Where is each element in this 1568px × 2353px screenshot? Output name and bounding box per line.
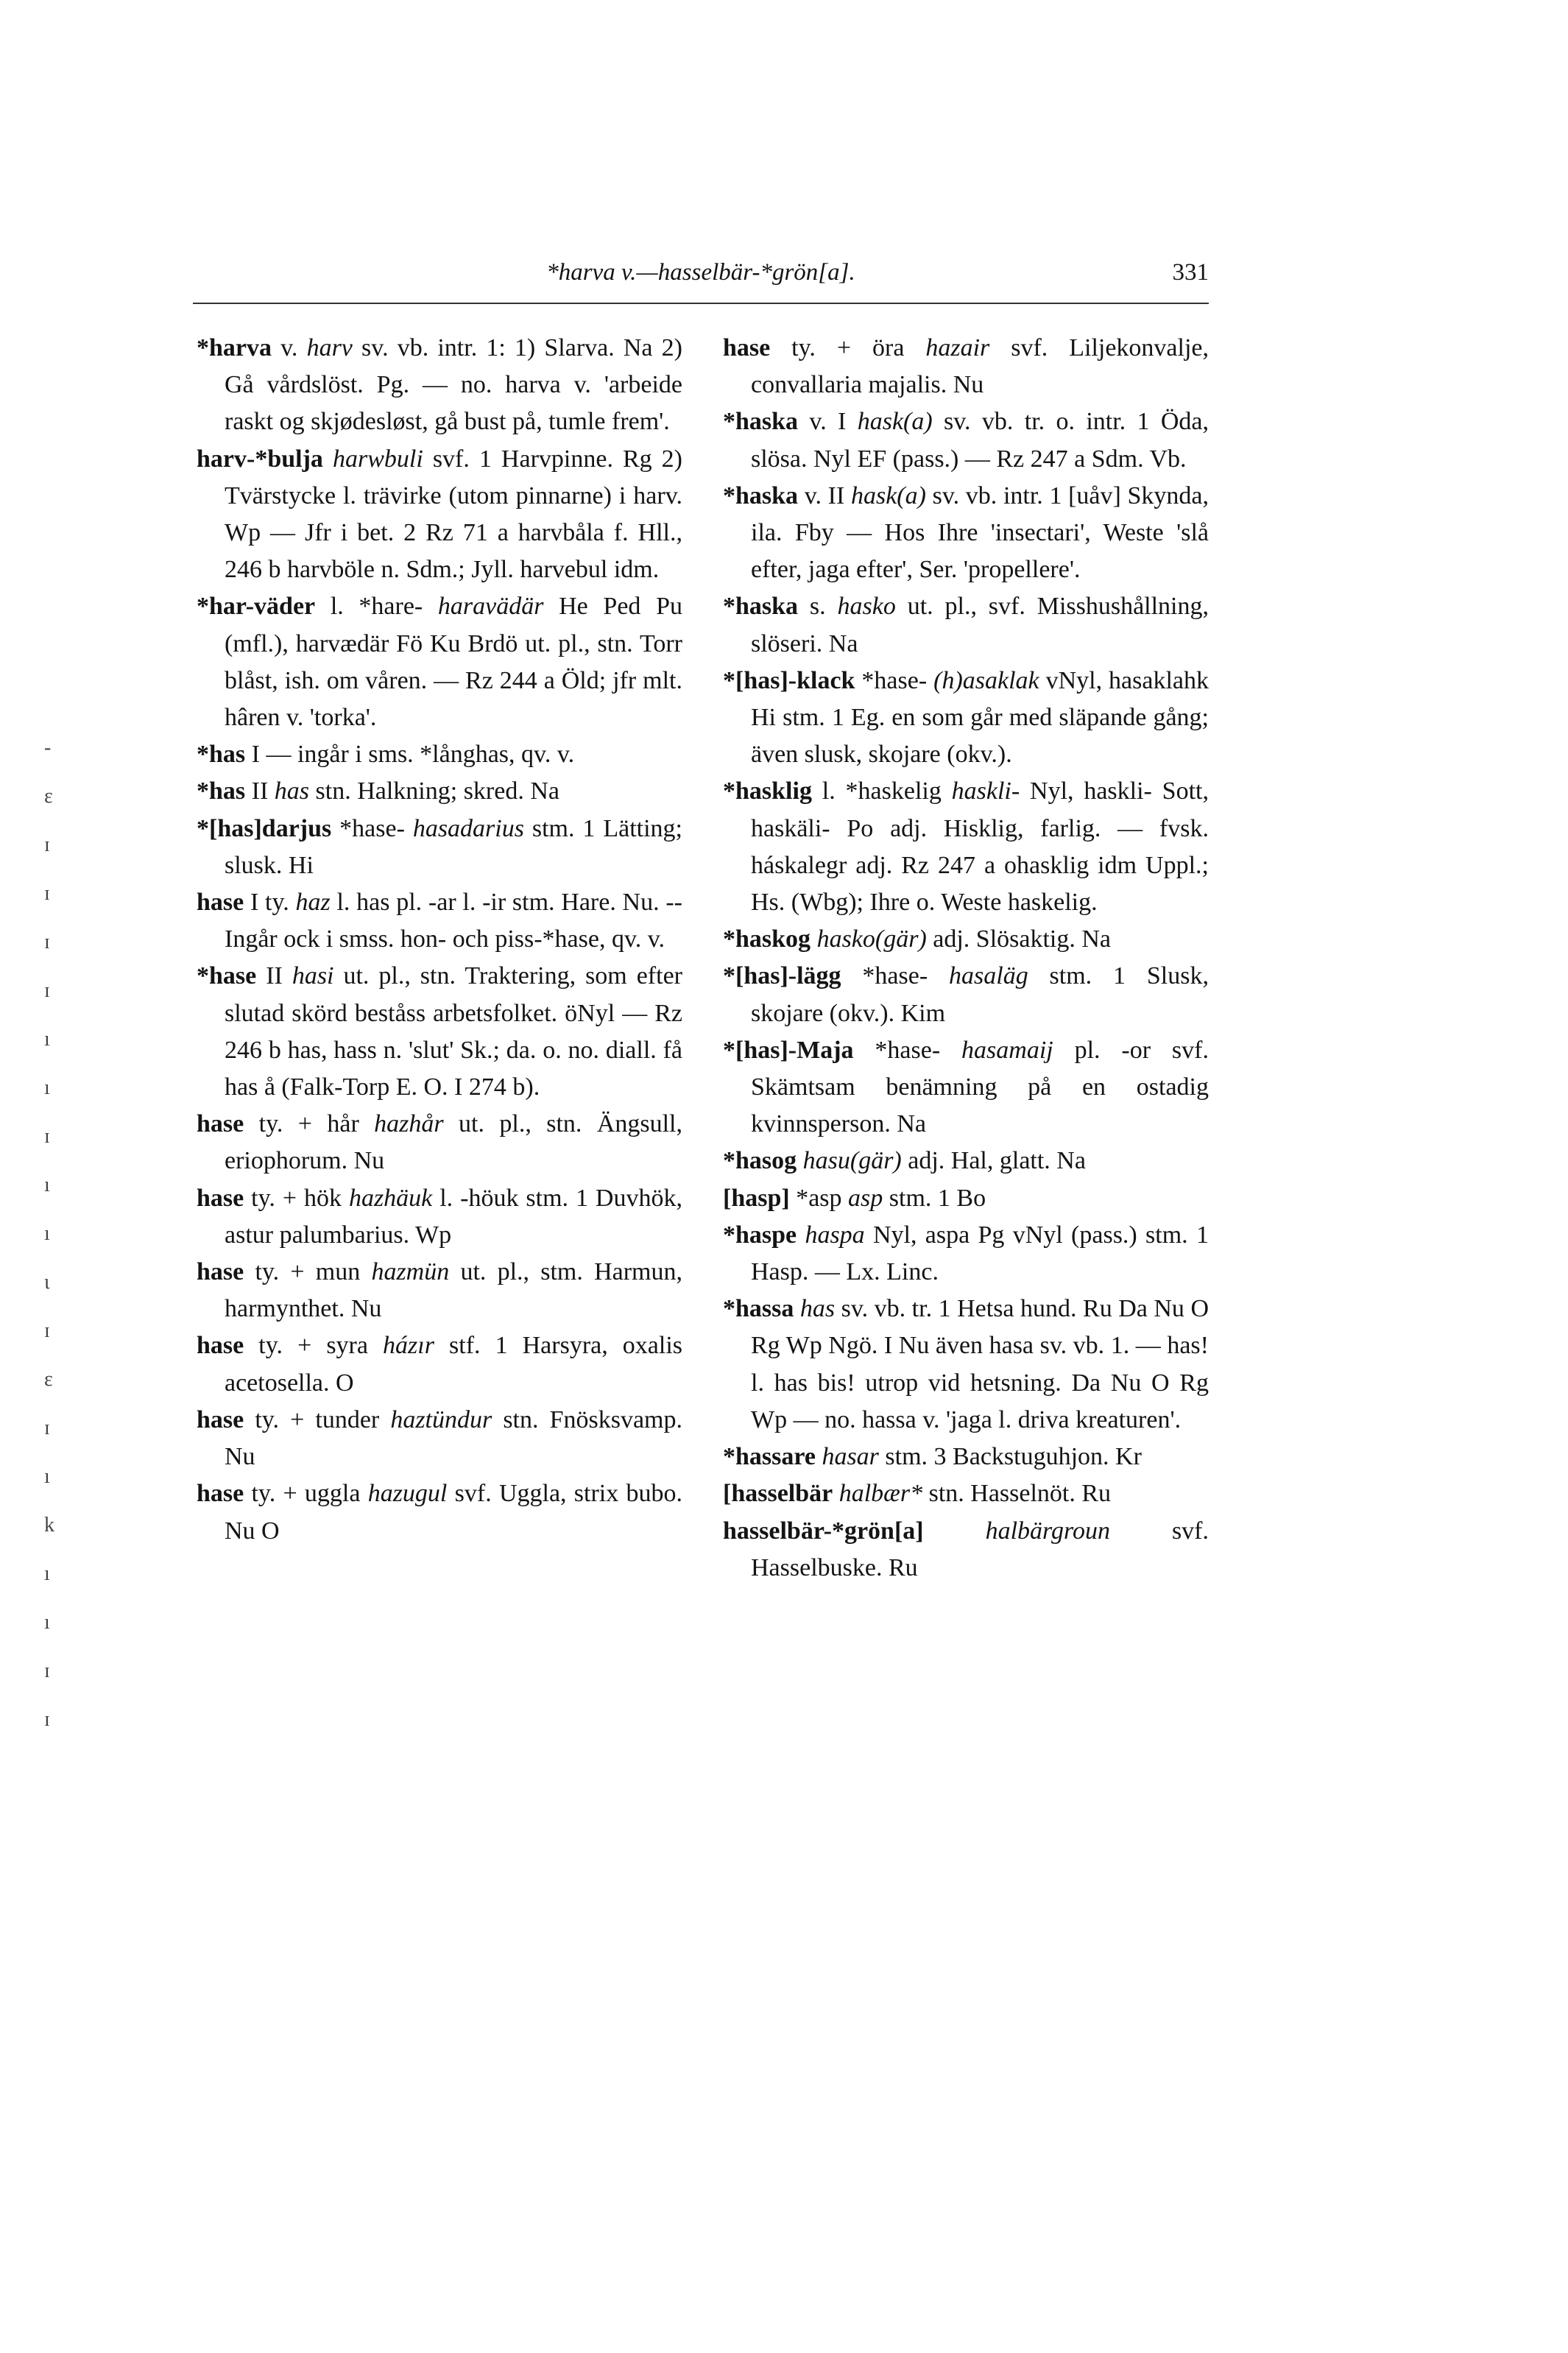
margin-mark: ɪ [44, 931, 50, 953]
entry-text: l. has pl. -ar l. -ir stm. Hare. Nu. -- Ingår ock i smss. hon- och piss-*hase, qv. v. [225, 889, 682, 953]
entry-text: *hase- [331, 814, 413, 842]
margin-mark: ɪ [44, 1708, 50, 1731]
entry-text: svf. 1 Harvpinne. Rg 2) Tvärstycke l. trävirke (utom pinnarne) i harv. Wp — Jfr i bet. 2 Rz 71 a harvbåla f. Hll., 246 b harvböle n. Sdm.; Jyll. harvebul idm. [225, 445, 683, 584]
entry-text: II [245, 777, 275, 805]
entry-headword: hase [197, 1332, 244, 1360]
entry-text: stm. 1 Lätting; slusk. Hi [225, 814, 682, 879]
entry-headword: *[has]-lägg [723, 962, 841, 990]
entry-text: v. I [798, 408, 858, 436]
entry-form: hazugul [367, 1480, 448, 1508]
margin-mark: ı [44, 1174, 50, 1196]
entry-headword: *[has]darjus [197, 814, 332, 842]
entry-form: hazair [925, 334, 990, 361]
entry-text: II [256, 962, 292, 990]
margin-mark: ı [44, 1465, 50, 1488]
entry-text: adj. Slösaktig. Na [926, 925, 1112, 953]
entry-form: hazhår [374, 1110, 444, 1138]
entry-headword: hasselbär-*grön[a] [723, 1517, 924, 1545]
entry-text: svf. Uggla, strix bubo. Nu O [225, 1480, 682, 1545]
entry-text: ty. + tunder [244, 1405, 391, 1433]
entry-form: halbær* [838, 1480, 923, 1508]
dictionary-entry [723, 1475, 1209, 1512]
entry-text: ty. + uggla [244, 1480, 368, 1508]
entry-headword: *hase [197, 962, 257, 990]
entry-text: vNyl, hasaklahk Hi stm. 1 Eg. en som går med släpande gång; även slusk, skojare (okv.). [751, 666, 1209, 769]
dictionary-entry [723, 1180, 1209, 1217]
margin-mark: ı [44, 1222, 50, 1245]
margin-mark: ı [44, 1611, 50, 1634]
margin-mark: ε [44, 1368, 53, 1391]
entry-text: *hase- [853, 1036, 962, 1064]
entry-text [794, 1295, 800, 1322]
margin-marks [44, 736, 74, 1767]
entry-form: hasko [837, 593, 896, 621]
entry-headword: *has [197, 741, 246, 769]
dictionary-entry [723, 403, 1209, 477]
entry-form: házır [383, 1332, 434, 1360]
margin-mark: - [44, 736, 52, 759]
entry-text [924, 1517, 986, 1545]
entry-form: hasar [822, 1443, 879, 1471]
entry-text: sv. vb. intr. 1: 1) Slarva. Na 2) Gå vårdslöst. Pg. — no. harva v. 'arbeide raskt og skjødesløst, gå bust på, tumle frem'. [225, 334, 682, 436]
header-rule [193, 303, 1209, 304]
dictionary-entry [197, 958, 682, 1106]
dictionary-entry [197, 441, 682, 589]
entry-headword: *haska [723, 408, 799, 436]
entry-text: v. II [798, 481, 851, 509]
entry-text: *hase- [841, 962, 950, 990]
entry-text: svf. Hasselbuske. Ru [751, 1517, 1209, 1581]
entry-form: hasi [292, 962, 334, 990]
entry-form: hasamaij [961, 1036, 1053, 1064]
entry-headword: *hassa [723, 1295, 794, 1323]
entry-text: adj. Hal, glatt. Na [901, 1147, 1086, 1175]
entry-text: Nyl, haskli- Sott, haskäli- Po adj. Hisklig, farlig. — fvsk. háskalegr adj. Rz 247 a ohasklig idm Uppl.; Hs. (Wbg); Ihre o. Weste haskelig. [751, 777, 1209, 917]
entry-headword: hase [197, 889, 244, 917]
dictionary-entry [197, 1254, 682, 1327]
entry-text: ty. + syra [244, 1332, 384, 1360]
entry-text: stm. 1 Slusk, skojare (okv.). Kim [751, 962, 1209, 1027]
margin-mark: ε [44, 785, 53, 808]
entry-form: has [274, 777, 310, 805]
dictionary-entry [723, 921, 1209, 958]
entry-headword: *haspe [723, 1221, 797, 1249]
dictionary-entry [197, 773, 682, 810]
entry-headword: hase [197, 1184, 244, 1212]
margin-mark: ι [44, 1271, 50, 1294]
page-number: 331 [1172, 259, 1209, 286]
dictionary-entry [723, 1143, 1209, 1179]
entry-text: stf. 1 Harsyra, oxalis acetosella. O [225, 1332, 683, 1397]
entry-headword: harv-*bulja [197, 445, 323, 473]
margin-mark: ı [44, 1076, 50, 1099]
entry-text: *hase- [855, 666, 934, 694]
entry-form: hask(a) [850, 481, 926, 509]
dictionary-entry [723, 330, 1209, 403]
entry-headword: hase [197, 1480, 244, 1508]
entry-form: harv [306, 334, 353, 361]
entry-form: asp [848, 1184, 883, 1212]
dictionary-entry [197, 1106, 682, 1179]
entry-text: sv. vb. intr. 1 [uåv] Skynda, ila. Fby — Hos Ihre 'insectari', Weste 'slå efter, jaga efter', Ser. 'propellere'. [751, 481, 1209, 584]
entry-form: haztündur [390, 1405, 492, 1433]
entry-headword: *harva [197, 334, 272, 361]
right-column [723, 330, 1209, 1587]
entry-text [797, 1147, 803, 1174]
entry-form: (h)asaklak [933, 666, 1039, 694]
entry-headword: *has [197, 777, 246, 805]
entry-headword: hase [197, 1258, 244, 1286]
entry-text: svf. Liljekonvalje, convallaria majalis. Nu [751, 334, 1209, 399]
entry-headword: hase [723, 334, 771, 361]
entry-form: haravädär [437, 593, 544, 621]
dictionary-entry [723, 1513, 1209, 1587]
entry-headword: *haskog [723, 925, 811, 953]
entry-text: I ty. [244, 889, 296, 917]
entry-text: stn. Fnösksvamp. Nu [225, 1405, 682, 1471]
entry-headword: [hasp] [723, 1184, 790, 1212]
entry-headword: *[has]-klack [723, 666, 855, 694]
entry-text: Nyl, aspa Pg vNyl (pass.) stm. 1 Hasp. — Lx. Linc. [751, 1221, 1209, 1286]
dictionary-entry [197, 1327, 682, 1401]
entry-text: stm. 1 Bo [883, 1184, 986, 1212]
entry-text: sv. vb. tr. o. intr. 1 Öda, slösa. Nyl EF (pass.) — Rz 247 a Sdm. Vb. [751, 408, 1209, 473]
entry-form: haspa [805, 1221, 865, 1249]
dictionary-entry [723, 1291, 1209, 1439]
entry-form: hask(a) [857, 408, 933, 436]
entry-text [833, 1480, 839, 1507]
entry-form: hazmün [371, 1258, 450, 1286]
entry-headword: *[has]-Maja [723, 1036, 854, 1064]
entry-text: v. [272, 334, 307, 361]
entry-text: sv. vb. tr. 1 Hetsa hund. Ru Da Nu O Rg Wp Ngö. I Nu även hasa sv. vb. 1. — has! l. has bis! utrop vid hetsning. Da Nu O Rg Wp — no. hassa v. 'jaga l. driva kreaturen'. [751, 1295, 1209, 1433]
entry-headword: *har-väder [197, 593, 316, 621]
entry-headword: hase [197, 1405, 244, 1433]
entry-form: hasadarius [412, 814, 524, 842]
entry-text: l. -höuk stm. 1 Duvhök, astur palumbarius. Wp [225, 1184, 682, 1249]
margin-mark: ɪ [44, 979, 50, 1002]
entry-headword: *haska [723, 481, 799, 509]
dictionary-entry [197, 811, 682, 884]
dictionary-entry [723, 663, 1209, 774]
entry-form: hasko(gär) [816, 925, 927, 953]
entry-form: haz [295, 889, 331, 917]
dictionary-entry [723, 773, 1209, 921]
margin-mark: ı [44, 1562, 50, 1585]
entry-form: harwbuli [332, 445, 423, 473]
entry-text: stn. Hasselnöt. Ru [922, 1480, 1112, 1508]
dictionary-entry [197, 884, 682, 958]
dictionary-entry [197, 330, 682, 441]
dictionary-entry [197, 1402, 682, 1475]
entry-text: stm. 3 Backstuguhjon. Kr [878, 1443, 1142, 1471]
dictionary-entry [723, 1439, 1209, 1475]
entry-form: hazhäuk [348, 1184, 433, 1212]
entry-text: stn. Halkning; skred. Na [309, 777, 559, 805]
entry-headword: *hasog [723, 1147, 797, 1175]
entry-text: l. *hare- [315, 593, 438, 621]
header-title: *harva v.—hasselbär-*grön[a]. [546, 259, 855, 286]
margin-mark: ɪ [44, 1417, 50, 1439]
dictionary-entry [723, 588, 1209, 662]
entry-text: ut. pl., stn. Ängsull, eriophorum. Nu [225, 1110, 682, 1175]
entry-text: *asp [789, 1184, 849, 1212]
entry-text: ty. + hår [244, 1110, 375, 1138]
dictionary-entry [723, 478, 1209, 589]
entry-headword: [hasselbär [723, 1480, 833, 1508]
entry-text [811, 925, 817, 953]
dictionary-entry [197, 588, 682, 736]
entry-headword: *haska [723, 593, 799, 621]
margin-mark: ı [44, 1028, 50, 1051]
entry-text: l. *haskelig [811, 777, 952, 805]
margin-mark: ɪ [44, 1125, 50, 1148]
entry-form: hasu(gär) [802, 1147, 902, 1175]
margin-mark: ɪ [44, 882, 50, 905]
entry-text: ut. pl., stm. Harmun, harmynthet. Nu [225, 1258, 682, 1323]
margin-mark: k [44, 1514, 54, 1537]
entry-headword: hase [197, 1110, 244, 1138]
entry-text: ut. pl., svf. Misshushållning, slöseri. Na [751, 593, 1209, 657]
margin-mark: ɪ [44, 1659, 50, 1682]
entry-text [323, 445, 333, 473]
entry-form: halbärgroun [985, 1517, 1110, 1545]
entry-form: hasaläg [949, 962, 1028, 990]
entry-form: has [799, 1295, 836, 1323]
dictionary-entry [197, 1180, 682, 1254]
dictionary-entry [723, 958, 1209, 1031]
dictionary-entry [723, 1032, 1209, 1143]
entry-text: ut. pl., stn. Traktering, som efter slutad skörd beståss arbetsfolket. öNyl — Rz 246 b has, hass n. 'slut' Sk.; da. o. no. diall. få has å (Falk-Torp E. O. I 274 b). [225, 962, 682, 1101]
entry-text: ty. + öra [770, 334, 926, 361]
margin-mark: ɪ [44, 833, 50, 856]
entry-text: I — ingår i sms. *långhas, qv. v. [245, 741, 575, 769]
dictionary-entry [197, 736, 682, 773]
entry-headword: *hasklig [723, 777, 812, 805]
entry-text: pl. -or svf. Skämtsam benämning på en ostadig kvinnsperson. Na [751, 1036, 1209, 1138]
entry-text: ty. + mun [244, 1258, 372, 1286]
entry-text [797, 1221, 805, 1249]
entry-text: s. [798, 593, 838, 621]
dictionary-entry [723, 1217, 1209, 1291]
margin-mark: ɪ [44, 1319, 50, 1342]
entry-text: He Ped Pu (mfl.), harvædär Fö Ku Brdö ut. pl., stn. Torr blåst, ish. om våren. — Rz 244 a Öld; jfr mlt. hâren v. 'torka'. [225, 593, 682, 732]
entry-text: ty. + hök [244, 1184, 349, 1212]
entry-headword: *hassare [723, 1443, 816, 1471]
running-header [193, 256, 1209, 300]
left-column [197, 330, 682, 1550]
dictionary-entry [197, 1475, 682, 1549]
entry-form: haskli- [951, 777, 1020, 805]
